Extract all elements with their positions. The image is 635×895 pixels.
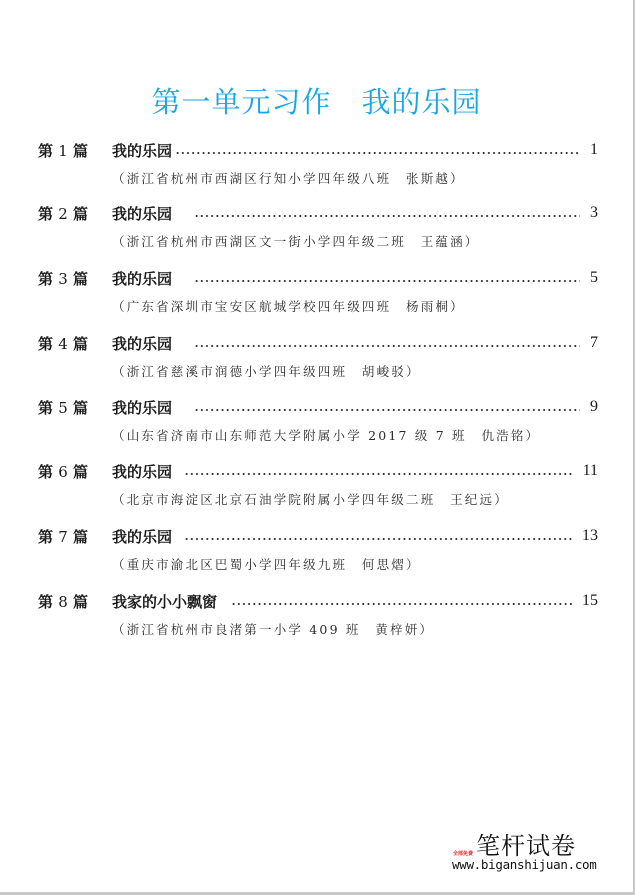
toc-heading[interactable] xyxy=(38,525,598,547)
toc-entry-8[interactable] xyxy=(38,590,598,637)
watermark-brand: 笔杆试卷 xyxy=(476,832,576,860)
entry-number: 第 2 篇 xyxy=(38,204,89,223)
dot-leader xyxy=(194,408,580,412)
entry-title: 我的乐园 xyxy=(112,269,173,288)
toc-entry-6[interactable] xyxy=(38,460,598,507)
toc-heading[interactable] xyxy=(38,590,598,612)
entry-number: 第 4 篇 xyxy=(38,334,89,353)
entry-author: （浙江省杭州市良渚第一小学 409 班 黄梓妍） xyxy=(112,622,435,637)
dot-leader xyxy=(175,151,580,155)
watermark-url[interactable]: www.biganshijuan.com xyxy=(452,857,597,872)
dot-leader xyxy=(194,279,580,283)
toc-entry-3[interactable] xyxy=(38,267,598,314)
entry-title: 我的乐园 xyxy=(112,527,173,546)
entry-author: （浙江省杭州市西湖区行知小学四年级八班 张斯越） xyxy=(112,171,465,186)
entry-author: （山东省济南市山东师范大学附属小学 2017 级 7 班 仇浩铭） xyxy=(112,428,541,443)
toc-entry-1[interactable] xyxy=(38,139,598,186)
entry-number: 第 8 篇 xyxy=(38,592,89,611)
entry-title: 我的乐园 xyxy=(112,462,173,481)
page-number: 15 xyxy=(582,592,598,609)
dot-leader xyxy=(194,344,580,348)
entry-number: 第 5 篇 xyxy=(38,398,89,417)
entry-author: （北京市海淀区北京石油学院附属小学四年级二班 王纪远） xyxy=(112,492,509,507)
page-number: 11 xyxy=(582,462,598,479)
toc-heading[interactable] xyxy=(38,396,598,418)
entry-author: （重庆市渝北区巴蜀小学四年级九班 何思熠） xyxy=(112,557,421,572)
entry-number: 第 6 篇 xyxy=(38,462,89,481)
dot-leader xyxy=(184,537,572,541)
entry-title: 我的乐园 xyxy=(112,141,173,160)
dot-leader xyxy=(184,472,573,476)
entry-author: （广东省深圳市宝安区航城学校四年级四班 杨雨桐） xyxy=(112,299,465,314)
toc-entry-5[interactable] xyxy=(38,396,598,443)
page-number: 13 xyxy=(582,527,598,544)
toc-heading[interactable] xyxy=(38,460,598,482)
dot-leader xyxy=(194,214,580,218)
page-title: 第一单元习作 我的乐园 xyxy=(151,85,482,119)
entry-number: 第 1 篇 xyxy=(38,141,89,160)
watermark-tag: 全部免费 xyxy=(453,851,474,857)
entry-author: （浙江省慈溪市润德小学四年级四班 胡峻驳） xyxy=(112,364,421,379)
toc-heading[interactable] xyxy=(38,267,598,289)
toc-heading[interactable] xyxy=(38,139,598,161)
entry-title: 我的乐园 xyxy=(112,398,173,417)
toc-heading[interactable] xyxy=(38,332,598,354)
entry-number: 第 7 篇 xyxy=(38,527,89,546)
page-number: 1 xyxy=(590,141,598,158)
toc-entry-2[interactable] xyxy=(38,202,598,249)
entry-author: （浙江省杭州市西湖区文一街小学四年级二班 王蕴涵） xyxy=(112,234,480,249)
entry-number: 第 3 篇 xyxy=(38,269,89,288)
page-number: 9 xyxy=(590,398,598,415)
entry-title: 我的乐园 xyxy=(112,204,173,223)
entry-title: 我的乐园 xyxy=(112,334,173,353)
dot-leader xyxy=(231,602,572,606)
toc-entry-7[interactable] xyxy=(38,525,598,572)
toc-entry-4[interactable] xyxy=(38,332,598,379)
entry-title: 我家的小小飘窗 xyxy=(112,592,218,611)
page-number: 3 xyxy=(590,204,598,221)
page-number: 5 xyxy=(590,269,598,286)
page-number: 7 xyxy=(590,334,598,351)
toc-heading[interactable] xyxy=(38,202,598,224)
